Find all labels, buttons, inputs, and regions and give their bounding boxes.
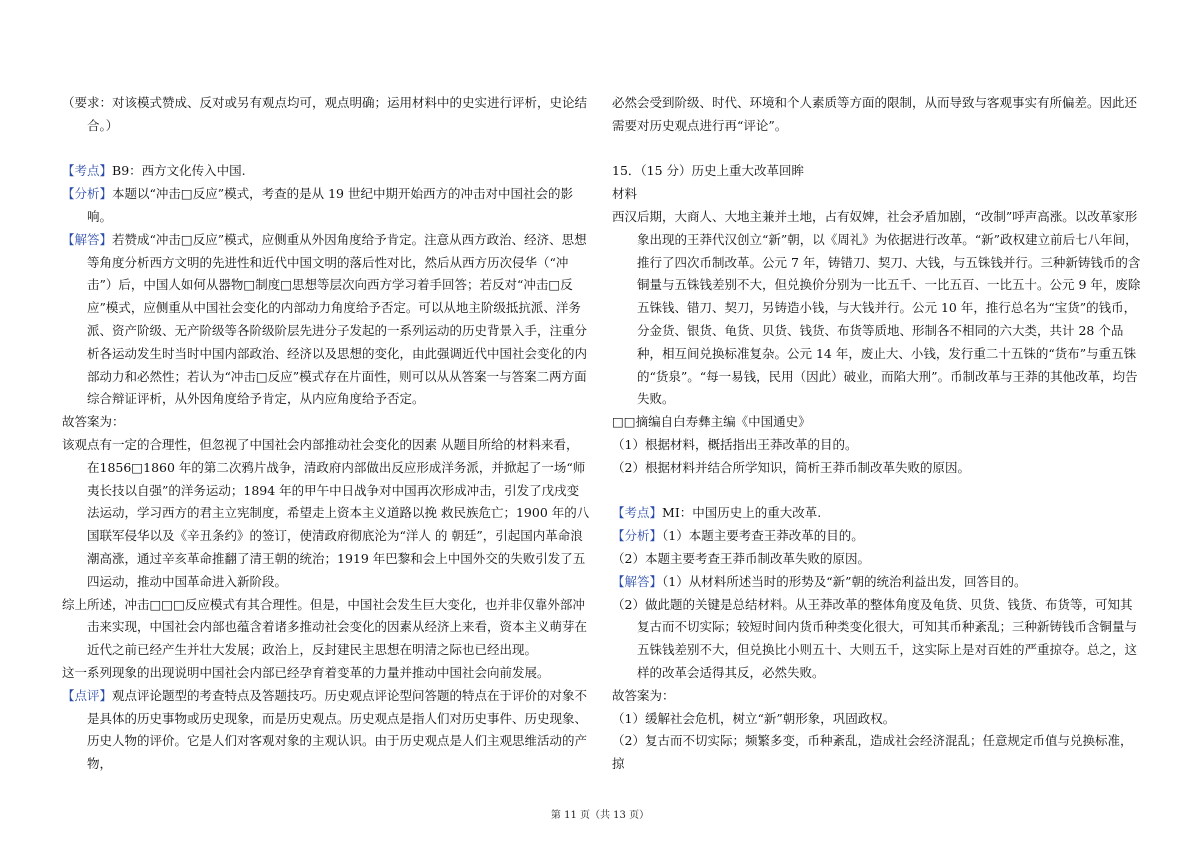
section-tag: 【分析】 <box>62 186 113 202</box>
left-column <box>62 92 590 776</box>
labeled-paragraph <box>612 525 1142 548</box>
paragraph: 西汉后期，大商人、大地主兼并土地，占有奴婢，社会矛盾加剧，“改制”呼声高涨。以改革家形象出现的王莽代汉创立“新”朝，以《周礼》为依据进行改革。“新”政权建立前后七八年间，推行了四次币制改革。公元 7 年，铸错刀、契刀、大钱，与五铢钱并行。三种新铸钱币的含铜量与五铢钱差别不大，但兑换价分别为一比五千、一比五百、一比五十。公元 9 年，废除五铢钱、错刀、契刀，另铸造小钱，与大钱并行。公元 10 年，推行总名为“宝货”的钱币，分金货、银货、龟货、贝货、钱货、布货等质地、形制各不相同的六大类，共计 28 个品种，相互间兑换标准复杂。公元 14 年，废止大、小钱，发行重二十五铢的“货布”与重五铢的“货泉”。“每一易钱，民用（因此）破业，而陷大刑”。币制改革与王莽的其他改革，均告失败。 <box>612 208 1141 407</box>
paragraph-text: MI：中国历史上的重大改革. <box>662 505 822 521</box>
labeled-paragraph <box>612 571 1142 594</box>
spacer <box>612 138 1142 161</box>
paragraph-text: （1）从材料所述当时的形势及“新”朝的统治利益出发，回答目的。 <box>662 573 1027 589</box>
paragraph: （2）复古而不切实际；频繁多变，币种紊乱，造成社会经济混乱；任意规定币值与兑换标准，掠 <box>612 733 1133 772</box>
labeled-paragraph <box>62 160 590 183</box>
paragraph: （2）做此题的关键是总结材料。从王莽改革的整体角度及龟货、贝货、钱货、布货等，可知其复古而不切实际；较短时间内货币种类变化很大，可知其币种紊乱；三种新铸钱币含铜量与五铢钱差别不大，但兑换比小则五十、大则五千，这实际上是对百姓的严重掠夺。总之，这样的改革会适得其反，必然失败。 <box>612 596 1138 680</box>
right-column <box>612 92 1142 776</box>
section-tag: 【分析】 <box>612 528 663 544</box>
section-tag: 【解答】 <box>62 231 113 247</box>
section-tag: 【考点】 <box>612 505 663 521</box>
paragraph: □□摘编自白寿彝主编《中国通史》 <box>612 414 811 430</box>
paragraph: （1）根据材料，概括指出王莽改革的目的。 <box>612 436 858 452</box>
paragraph: （2）根据材料并结合所学知识，简析王莽币制改革失败的原因。 <box>612 459 970 475</box>
paragraph: 必然会受到阶级、时代、环境和个人素质等方面的限制，从而导致与客观事实有所偏差。因此还需要对历史观点进行再“评论”。 <box>612 95 1138 133</box>
labeled-paragraph <box>612 502 1142 525</box>
spacer <box>612 480 1142 503</box>
labeled-paragraph <box>62 229 590 411</box>
paragraph: 15．（15 分）历史上重大改革回眸 <box>612 163 805 179</box>
paragraph-text: B9：西方文化传入中国. <box>112 163 246 179</box>
page-footer: 第 11 页（共 13 页） <box>550 810 650 821</box>
paragraph-text: 观点评论题型的考查特点及答题技巧。历史观点评论型问答题的特点在于评价的对象不是具体的历史事物或历史现象，而是历史观点。历史观点是指人们对历史事件、历史现象、历史人物的评价。它是人们对客观对象的主观认识。由于历史观点是人们主观思维活动的产物， <box>87 687 588 772</box>
paragraph-text: 本题以“冲击□反应”模式，考查的是从 19 世纪中期开始西方的冲击对中国社会的影响。 <box>87 186 573 224</box>
labeled-paragraph <box>62 685 590 776</box>
paragraph: 这一系列现象的出现说明中国社会内部已经孕育着变革的力量并推动中国社会向前发展。 <box>62 664 550 680</box>
section-tag: 【解答】 <box>612 573 663 589</box>
labeled-paragraph <box>62 183 590 229</box>
paragraph: 综上所述，冲击□□□反应模式有其合理性。但是，中国社会发生巨大变化，也并非仅靠外部冲击来实现，中国社会内部也蕴含着诸多推动社会变化的因素从经济上来看，资本主义萌芽在近代之前已经产生并壮大发展；政治上，反封建民主思想在明清之际也已经出现。 <box>62 596 588 658</box>
paragraph: （2）本题主要考查王莽币制改革失败的原因。 <box>612 550 870 566</box>
section-tag: 【点评】 <box>62 687 113 703</box>
paragraph: 材料 <box>612 186 638 202</box>
paragraph: （要求：对该模式赞成、反对或另有观点均可，观点明确；运用材料中的史实进行评析，史论结合。） <box>62 95 588 133</box>
paragraph: （1）缓解社会危机，树立“新”朝形象，巩固政权。 <box>612 710 896 726</box>
paragraph-text: （1）本题主要考查王莽改革的目的。 <box>662 528 864 544</box>
paragraph: 该观点有一定的合理性，但忽视了中国社会内部推动社会变化的因素 从题目所给的材料来看，在1856□1860 年的第二次鸦片战争，清政府内部做出反应形成洋务派，并掀起了一场“师夷长技以自强”的洋务运动；1894 年的甲午中日战争对中国再次形成冲击，引发了戊戌变法运动，学习西方的君主立宪制度，希望走上资本主义道路以挽 救民族危亡；1900 年的八国联军侵华以及《辛丑条约》的签订，使清政府彻底沦为“洋人 的 朝廷”，引起国内革命浪潮高涨，通过辛亥革命推翻了清王朝的统治；1919 年巴黎和会上中国外交的失败引发了五四运动，推动中国革命进入新阶段。 <box>62 436 590 589</box>
paragraph: 故答案为： <box>612 687 675 703</box>
paragraph: 故答案为： <box>62 414 125 430</box>
section-tag: 【考点】 <box>62 163 113 179</box>
paragraph-text: 若赞成“冲击□反应”模式，应侧重从外因角度给予肯定。注意从西方政治、经济、思想等角度分析西方文明的先进性和近代中国文明的落后性对比，然后从西方历次侵华（“冲击”）后，中国人如何从器物□制度□思想等层次向西方学习着手回答；若反对“冲击□反应”模式，应侧重从中国社会变化的内部动力角度给予否定。可以从地主阶级抵抗派、洋务派、资产阶级、无产阶级等各阶级阶层先进分子发起的一系列运动的历史背景入手，注重分析各运动发生时当时中国内部政治、经济以及思想的变化，由此强调近代中国社会变化的内部动力和必然性；若认为“冲击□反应”模式存在片面性，则可以从从答案一与答案二两方面综合辩证评析，从外因角度给予肯定，从内应角度给予否定。 <box>87 231 588 407</box>
spacer <box>62 138 590 161</box>
